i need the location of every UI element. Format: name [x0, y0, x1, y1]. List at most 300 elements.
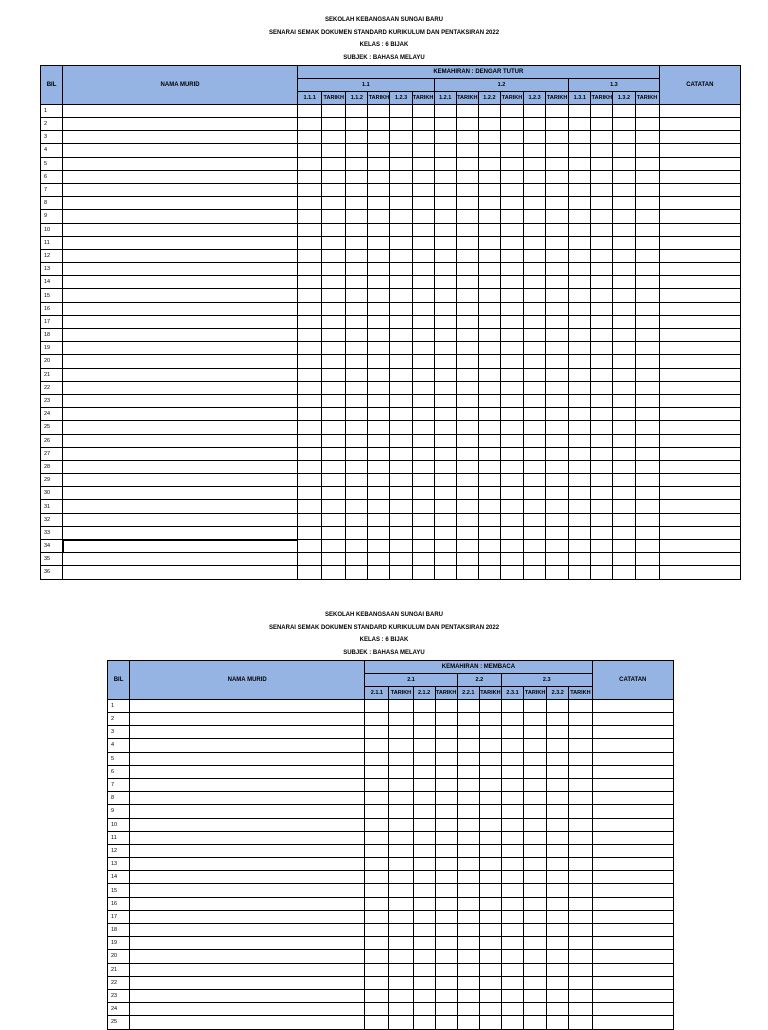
checklist-cell[interactable]: [613, 342, 635, 355]
checklist-cell[interactable]: [613, 513, 635, 526]
checklist-cell[interactable]: [389, 778, 413, 791]
checklist-cell[interactable]: [613, 170, 635, 183]
checklist-cell[interactable]: [500, 302, 523, 315]
checklist-cell[interactable]: [635, 236, 659, 249]
checklist-cell[interactable]: [569, 381, 591, 394]
checklist-cell[interactable]: [412, 355, 434, 368]
notes-cell[interactable]: [659, 526, 740, 539]
checklist-cell[interactable]: [547, 778, 569, 791]
checklist-cell[interactable]: [456, 513, 478, 526]
checklist-cell[interactable]: [298, 408, 322, 421]
checklist-cell[interactable]: [457, 976, 479, 989]
checklist-cell[interactable]: [501, 976, 523, 989]
checklist-cell[interactable]: [298, 210, 322, 223]
checklist-cell[interactable]: [478, 118, 500, 131]
checklist-cell[interactable]: [390, 553, 412, 566]
checklist-cell[interactable]: [547, 858, 569, 871]
checklist-cell[interactable]: [346, 236, 368, 249]
checklist-cell[interactable]: [591, 368, 613, 381]
checklist-cell[interactable]: [368, 368, 390, 381]
checklist-cell[interactable]: [546, 342, 569, 355]
checklist-cell[interactable]: [613, 131, 635, 144]
checklist-cell[interactable]: [524, 540, 546, 553]
checklist-cell[interactable]: [591, 302, 613, 315]
checklist-cell[interactable]: [613, 329, 635, 342]
checklist-cell[interactable]: [298, 342, 322, 355]
notes-cell[interactable]: [659, 210, 740, 223]
checklist-cell[interactable]: [389, 699, 413, 712]
checklist-cell[interactable]: [390, 342, 412, 355]
checklist-cell[interactable]: [434, 500, 456, 513]
checklist-cell[interactable]: [412, 210, 434, 223]
checklist-cell[interactable]: [478, 276, 500, 289]
checklist-cell[interactable]: [546, 421, 569, 434]
checklist-cell[interactable]: [412, 487, 434, 500]
checklist-cell[interactable]: [635, 394, 659, 407]
checklist-cell[interactable]: [635, 500, 659, 513]
checklist-cell[interactable]: [298, 131, 322, 144]
checklist-cell[interactable]: [591, 381, 613, 394]
checklist-cell[interactable]: [434, 223, 456, 236]
checklist-cell[interactable]: [346, 513, 368, 526]
checklist-cell[interactable]: [413, 792, 435, 805]
checklist-cell[interactable]: [413, 752, 435, 765]
checklist-cell[interactable]: [569, 118, 591, 131]
checklist-cell[interactable]: [524, 302, 546, 315]
checklist-cell[interactable]: [456, 553, 478, 566]
checklist-cell[interactable]: [368, 342, 390, 355]
checklist-cell[interactable]: [500, 104, 523, 117]
checklist-cell[interactable]: [368, 210, 390, 223]
checklist-cell[interactable]: [524, 500, 546, 513]
student-name-cell[interactable]: [130, 937, 365, 950]
checklist-cell[interactable]: [368, 434, 390, 447]
checklist-cell[interactable]: [500, 526, 523, 539]
notes-cell[interactable]: [659, 315, 740, 328]
checklist-cell[interactable]: [500, 474, 523, 487]
checklist-cell[interactable]: [389, 884, 413, 897]
checklist-cell[interactable]: [546, 540, 569, 553]
checklist-cell[interactable]: [298, 487, 322, 500]
notes-cell[interactable]: [592, 976, 674, 989]
checklist-cell[interactable]: [368, 144, 390, 157]
checklist-cell[interactable]: [365, 752, 389, 765]
checklist-cell[interactable]: [322, 540, 346, 553]
checklist-cell[interactable]: [368, 540, 390, 553]
checklist-cell[interactable]: [298, 540, 322, 553]
checklist-cell[interactable]: [500, 355, 523, 368]
checklist-cell[interactable]: [546, 144, 569, 157]
checklist-cell[interactable]: [322, 157, 346, 170]
checklist-cell[interactable]: [346, 421, 368, 434]
checklist-cell[interactable]: [591, 342, 613, 355]
checklist-cell[interactable]: [457, 963, 479, 976]
checklist-cell[interactable]: [457, 752, 479, 765]
checklist-cell[interactable]: [368, 487, 390, 500]
checklist-cell[interactable]: [368, 302, 390, 315]
student-name-cell[interactable]: [63, 197, 298, 210]
notes-cell[interactable]: [659, 197, 740, 210]
checklist-cell[interactable]: [569, 713, 592, 726]
checklist-cell[interactable]: [346, 104, 368, 117]
checklist-cell[interactable]: [547, 765, 569, 778]
checklist-cell[interactable]: [569, 950, 592, 963]
student-name-cell[interactable]: [130, 1016, 365, 1029]
checklist-cell[interactable]: [298, 474, 322, 487]
checklist-cell[interactable]: [478, 197, 500, 210]
checklist-cell[interactable]: [346, 355, 368, 368]
checklist-cell[interactable]: [478, 157, 500, 170]
checklist-cell[interactable]: [457, 699, 479, 712]
checklist-cell[interactable]: [389, 1003, 413, 1016]
checklist-cell[interactable]: [298, 276, 322, 289]
checklist-cell[interactable]: [569, 434, 591, 447]
checklist-cell[interactable]: [457, 924, 479, 937]
checklist-cell[interactable]: [569, 792, 592, 805]
notes-cell[interactable]: [592, 950, 674, 963]
checklist-cell[interactable]: [435, 778, 457, 791]
checklist-cell[interactable]: [322, 487, 346, 500]
checklist-cell[interactable]: [546, 434, 569, 447]
checklist-cell[interactable]: [569, 513, 591, 526]
checklist-cell[interactable]: [524, 1016, 547, 1029]
notes-cell[interactable]: [592, 989, 674, 1002]
checklist-cell[interactable]: [546, 197, 569, 210]
checklist-cell[interactable]: [501, 1003, 523, 1016]
checklist-cell[interactable]: [412, 500, 434, 513]
checklist-cell[interactable]: [613, 500, 635, 513]
checklist-cell[interactable]: [500, 566, 523, 579]
checklist-cell[interactable]: [635, 540, 659, 553]
checklist-cell[interactable]: [413, 844, 435, 857]
checklist-cell[interactable]: [298, 381, 322, 394]
checklist-cell[interactable]: [524, 818, 547, 831]
checklist-cell[interactable]: [365, 778, 389, 791]
checklist-cell[interactable]: [524, 989, 547, 1002]
checklist-cell[interactable]: [298, 553, 322, 566]
notes-cell[interactable]: [659, 118, 740, 131]
checklist-cell[interactable]: [346, 474, 368, 487]
checklist-cell[interactable]: [613, 289, 635, 302]
checklist-cell[interactable]: [613, 394, 635, 407]
checklist-cell[interactable]: [547, 897, 569, 910]
checklist-cell[interactable]: [365, 1016, 389, 1029]
checklist-cell[interactable]: [569, 144, 591, 157]
checklist-cell[interactable]: [322, 315, 346, 328]
checklist-cell[interactable]: [457, 739, 479, 752]
checklist-cell[interactable]: [546, 302, 569, 315]
checklist-cell[interactable]: [635, 553, 659, 566]
student-name-cell[interactable]: [130, 950, 365, 963]
checklist-cell[interactable]: [479, 752, 501, 765]
notes-cell[interactable]: [592, 739, 674, 752]
checklist-cell[interactable]: [390, 500, 412, 513]
checklist-cell[interactable]: [478, 368, 500, 381]
checklist-cell[interactable]: [412, 540, 434, 553]
checklist-cell[interactable]: [434, 236, 456, 249]
checklist-cell[interactable]: [546, 394, 569, 407]
checklist-cell[interactable]: [368, 566, 390, 579]
checklist-cell[interactable]: [500, 421, 523, 434]
checklist-cell[interactable]: [591, 223, 613, 236]
checklist-cell[interactable]: [569, 884, 592, 897]
checklist-cell[interactable]: [435, 963, 457, 976]
checklist-cell[interactable]: [524, 157, 546, 170]
checklist-cell[interactable]: [478, 104, 500, 117]
checklist-cell[interactable]: [389, 844, 413, 857]
checklist-cell[interactable]: [346, 289, 368, 302]
checklist-cell[interactable]: [524, 487, 546, 500]
checklist-cell[interactable]: [365, 884, 389, 897]
checklist-cell[interactable]: [635, 131, 659, 144]
checklist-cell[interactable]: [322, 355, 346, 368]
checklist-cell[interactable]: [412, 118, 434, 131]
checklist-cell[interactable]: [501, 792, 523, 805]
checklist-cell[interactable]: [322, 131, 346, 144]
checklist-cell[interactable]: [365, 726, 389, 739]
checklist-cell[interactable]: [390, 368, 412, 381]
checklist-cell[interactable]: [390, 513, 412, 526]
checklist-cell[interactable]: [390, 315, 412, 328]
checklist-cell[interactable]: [591, 500, 613, 513]
notes-cell[interactable]: [592, 924, 674, 937]
checklist-cell[interactable]: [435, 1003, 457, 1016]
checklist-cell[interactable]: [346, 342, 368, 355]
checklist-cell[interactable]: [413, 1003, 435, 1016]
checklist-cell[interactable]: [412, 289, 434, 302]
notes-cell[interactable]: [592, 884, 674, 897]
checklist-cell[interactable]: [298, 289, 322, 302]
checklist-cell[interactable]: [390, 434, 412, 447]
checklist-cell[interactable]: [591, 104, 613, 117]
student-name-cell[interactable]: [130, 726, 365, 739]
checklist-cell[interactable]: [613, 302, 635, 315]
checklist-cell[interactable]: [479, 937, 501, 950]
checklist-cell[interactable]: [479, 858, 501, 871]
checklist-cell[interactable]: [613, 368, 635, 381]
checklist-cell[interactable]: [435, 713, 457, 726]
checklist-cell[interactable]: [524, 394, 546, 407]
checklist-cell[interactable]: [524, 368, 546, 381]
checklist-cell[interactable]: [365, 924, 389, 937]
checklist-cell[interactable]: [365, 792, 389, 805]
notes-cell[interactable]: [592, 871, 674, 884]
checklist-cell[interactable]: [298, 170, 322, 183]
checklist-cell[interactable]: [435, 897, 457, 910]
checklist-cell[interactable]: [478, 289, 500, 302]
student-name-cell[interactable]: [63, 394, 298, 407]
checklist-cell[interactable]: [346, 540, 368, 553]
checklist-cell[interactable]: [435, 910, 457, 923]
checklist-cell[interactable]: [368, 131, 390, 144]
checklist-cell[interactable]: [390, 210, 412, 223]
checklist-cell[interactable]: [389, 937, 413, 950]
checklist-cell[interactable]: [413, 884, 435, 897]
checklist-cell[interactable]: [546, 381, 569, 394]
checklist-cell[interactable]: [298, 157, 322, 170]
student-name-cell[interactable]: [63, 157, 298, 170]
checklist-cell[interactable]: [457, 989, 479, 1002]
checklist-cell[interactable]: [434, 342, 456, 355]
checklist-cell[interactable]: [298, 118, 322, 131]
checklist-cell[interactable]: [365, 805, 389, 818]
checklist-cell[interactable]: [546, 553, 569, 566]
checklist-cell[interactable]: [368, 421, 390, 434]
checklist-cell[interactable]: [569, 924, 592, 937]
checklist-cell[interactable]: [413, 910, 435, 923]
checklist-cell[interactable]: [479, 910, 501, 923]
checklist-cell[interactable]: [346, 131, 368, 144]
checklist-cell[interactable]: [524, 408, 546, 421]
checklist-cell[interactable]: [298, 513, 322, 526]
checklist-cell[interactable]: [365, 950, 389, 963]
notes-cell[interactable]: [659, 474, 740, 487]
checklist-cell[interactable]: [478, 460, 500, 473]
checklist-cell[interactable]: [434, 553, 456, 566]
checklist-cell[interactable]: [524, 421, 546, 434]
checklist-cell[interactable]: [613, 118, 635, 131]
notes-cell[interactable]: [659, 170, 740, 183]
student-name-cell[interactable]: [130, 858, 365, 871]
checklist-cell[interactable]: [390, 249, 412, 262]
checklist-cell[interactable]: [635, 289, 659, 302]
checklist-cell[interactable]: [524, 249, 546, 262]
checklist-cell[interactable]: [390, 381, 412, 394]
notes-cell[interactable]: [659, 131, 740, 144]
checklist-cell[interactable]: [613, 474, 635, 487]
checklist-cell[interactable]: [298, 526, 322, 539]
checklist-cell[interactable]: [322, 368, 346, 381]
student-name-cell[interactable]: [63, 223, 298, 236]
checklist-cell[interactable]: [435, 805, 457, 818]
checklist-cell[interactable]: [569, 131, 591, 144]
checklist-cell[interactable]: [390, 355, 412, 368]
checklist-cell[interactable]: [368, 394, 390, 407]
checklist-cell[interactable]: [389, 871, 413, 884]
checklist-cell[interactable]: [346, 223, 368, 236]
checklist-cell[interactable]: [390, 170, 412, 183]
checklist-cell[interactable]: [501, 1016, 523, 1029]
checklist-cell[interactable]: [613, 223, 635, 236]
student-name-cell[interactable]: [130, 910, 365, 923]
student-name-cell[interactable]: [63, 460, 298, 473]
checklist-cell[interactable]: [298, 500, 322, 513]
checklist-cell[interactable]: [591, 447, 613, 460]
checklist-cell[interactable]: [569, 157, 591, 170]
checklist-cell[interactable]: [456, 474, 478, 487]
checklist-cell[interactable]: [390, 104, 412, 117]
checklist-cell[interactable]: [569, 421, 591, 434]
checklist-cell[interactable]: [500, 183, 523, 196]
checklist-cell[interactable]: [569, 566, 591, 579]
checklist-cell[interactable]: [591, 394, 613, 407]
checklist-cell[interactable]: [546, 315, 569, 328]
checklist-cell[interactable]: [346, 183, 368, 196]
checklist-cell[interactable]: [635, 513, 659, 526]
checklist-cell[interactable]: [569, 963, 592, 976]
checklist-cell[interactable]: [435, 976, 457, 989]
notes-cell[interactable]: [659, 329, 740, 342]
checklist-cell[interactable]: [479, 884, 501, 897]
notes-cell[interactable]: [592, 1016, 674, 1029]
checklist-cell[interactable]: [500, 210, 523, 223]
checklist-cell[interactable]: [322, 421, 346, 434]
checklist-cell[interactable]: [500, 487, 523, 500]
checklist-cell[interactable]: [389, 950, 413, 963]
checklist-cell[interactable]: [569, 553, 591, 566]
checklist-cell[interactable]: [322, 144, 346, 157]
notes-cell[interactable]: [592, 1003, 674, 1016]
checklist-cell[interactable]: [547, 910, 569, 923]
checklist-cell[interactable]: [457, 858, 479, 871]
notes-cell[interactable]: [659, 500, 740, 513]
checklist-cell[interactable]: [365, 831, 389, 844]
checklist-cell[interactable]: [322, 263, 346, 276]
checklist-cell[interactable]: [413, 778, 435, 791]
checklist-cell[interactable]: [434, 460, 456, 473]
notes-cell[interactable]: [592, 778, 674, 791]
checklist-cell[interactable]: [478, 183, 500, 196]
checklist-cell[interactable]: [524, 460, 546, 473]
checklist-cell[interactable]: [413, 699, 435, 712]
checklist-cell[interactable]: [456, 460, 478, 473]
checklist-cell[interactable]: [322, 460, 346, 473]
checklist-cell[interactable]: [412, 553, 434, 566]
notes-cell[interactable]: [592, 713, 674, 726]
checklist-cell[interactable]: [412, 526, 434, 539]
checklist-cell[interactable]: [501, 831, 523, 844]
checklist-cell[interactable]: [412, 157, 434, 170]
checklist-cell[interactable]: [546, 408, 569, 421]
checklist-cell[interactable]: [298, 447, 322, 460]
checklist-cell[interactable]: [478, 249, 500, 262]
checklist-cell[interactable]: [434, 302, 456, 315]
checklist-cell[interactable]: [524, 910, 547, 923]
notes-cell[interactable]: [592, 897, 674, 910]
checklist-cell[interactable]: [569, 183, 591, 196]
checklist-cell[interactable]: [635, 342, 659, 355]
student-name-cell[interactable]: [63, 474, 298, 487]
checklist-cell[interactable]: [500, 368, 523, 381]
checklist-cell[interactable]: [500, 157, 523, 170]
checklist-cell[interactable]: [479, 871, 501, 884]
checklist-cell[interactable]: [390, 236, 412, 249]
checklist-cell[interactable]: [478, 500, 500, 513]
checklist-cell[interactable]: [524, 1003, 547, 1016]
notes-cell[interactable]: [659, 183, 740, 196]
checklist-cell[interactable]: [501, 752, 523, 765]
notes-cell[interactable]: [659, 540, 740, 553]
checklist-cell[interactable]: [457, 871, 479, 884]
checklist-cell[interactable]: [457, 818, 479, 831]
checklist-cell[interactable]: [346, 329, 368, 342]
checklist-cell[interactable]: [389, 739, 413, 752]
checklist-cell[interactable]: [524, 276, 546, 289]
checklist-cell[interactable]: [613, 210, 635, 223]
checklist-cell[interactable]: [546, 487, 569, 500]
checklist-cell[interactable]: [569, 487, 591, 500]
student-name-cell[interactable]: [63, 118, 298, 131]
checklist-cell[interactable]: [346, 566, 368, 579]
checklist-cell[interactable]: [390, 526, 412, 539]
checklist-cell[interactable]: [569, 263, 591, 276]
checklist-cell[interactable]: [524, 104, 546, 117]
checklist-cell[interactable]: [365, 989, 389, 1002]
notes-cell[interactable]: [592, 792, 674, 805]
notes-cell[interactable]: [659, 566, 740, 579]
checklist-cell[interactable]: [547, 792, 569, 805]
checklist-cell[interactable]: [569, 805, 592, 818]
